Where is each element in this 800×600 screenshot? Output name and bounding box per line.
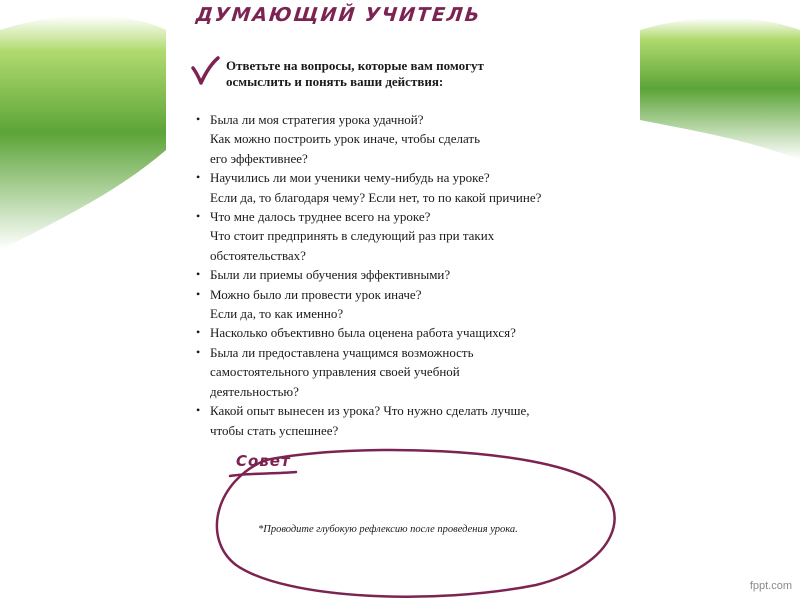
list-item [192,110,612,168]
advice-text: *Проводите глубокую рефлексию после проведения урока. [258,524,518,535]
advice-underline [228,470,298,480]
green-swoosh-left [0,16,166,250]
bullet-icon: • [196,325,201,340]
question-line: Если да, то как именно? [210,306,344,322]
question-line: Что стоит предпринять в следующий раз при таких [210,228,495,244]
document-page [166,0,640,600]
list-item [192,207,612,265]
question-line: обстоятельствах? [210,247,306,263]
green-swoosh-right [640,18,800,160]
list-item [192,343,612,401]
question-line: Насколько объективно была оценена работа учащихся? [210,325,516,341]
bullet-icon: • [196,286,201,301]
question-line: чтобы стать успешнее? [210,422,339,438]
question-line: Научились ли мои ученики чему-нибудь на уроке? [210,170,490,186]
checkmark-icon [190,56,220,86]
page-title: ДУМАЮЩИЙ УЧИТЕЛЬ [194,4,483,26]
question-line: Что мне далось труднее всего на уроке? [210,209,431,225]
intro-line: осмыслить и понять ваши действия: [226,74,444,89]
question-line: Была ли моя стратегия урока удачной? [210,112,424,127]
bullet-icon: • [196,403,201,418]
bullet-icon: • [196,344,201,359]
list-item [192,401,612,440]
advice-title: Совет [236,452,291,470]
intro-line: Ответьте на вопросы, которые вам помогут [226,58,484,73]
bullet-icon: • [196,267,201,282]
question-line: Была ли предоставлена учащимся возможность [210,344,474,360]
question-line: самостоятельного управления своей учебной [210,364,460,380]
question-line: Были ли приемы обучения эффективными? [210,267,451,283]
list-item [192,285,612,324]
question-line: Какой опыт вынесен из урока? Что нужно сделать лучше, [210,403,530,419]
list-item [192,265,612,284]
list-item [192,168,612,207]
bullet-icon: • [196,170,201,185]
list-item [192,323,612,342]
bullet-icon: • [196,112,201,126]
question-line: Если да, то благодаря чему? Если нет, то по какой причине? [210,189,542,205]
question-line: деятельностью? [210,383,299,399]
watermark: fppt.com [749,580,792,592]
question-line: Можно было ли провести урок иначе? [210,286,422,302]
question-list [192,110,612,440]
bullet-icon: • [196,209,201,224]
question-line: Как можно построить урок иначе, чтобы сделать [210,131,481,147]
question-line: его эффективнее? [210,150,308,166]
intro-text [226,58,606,90]
